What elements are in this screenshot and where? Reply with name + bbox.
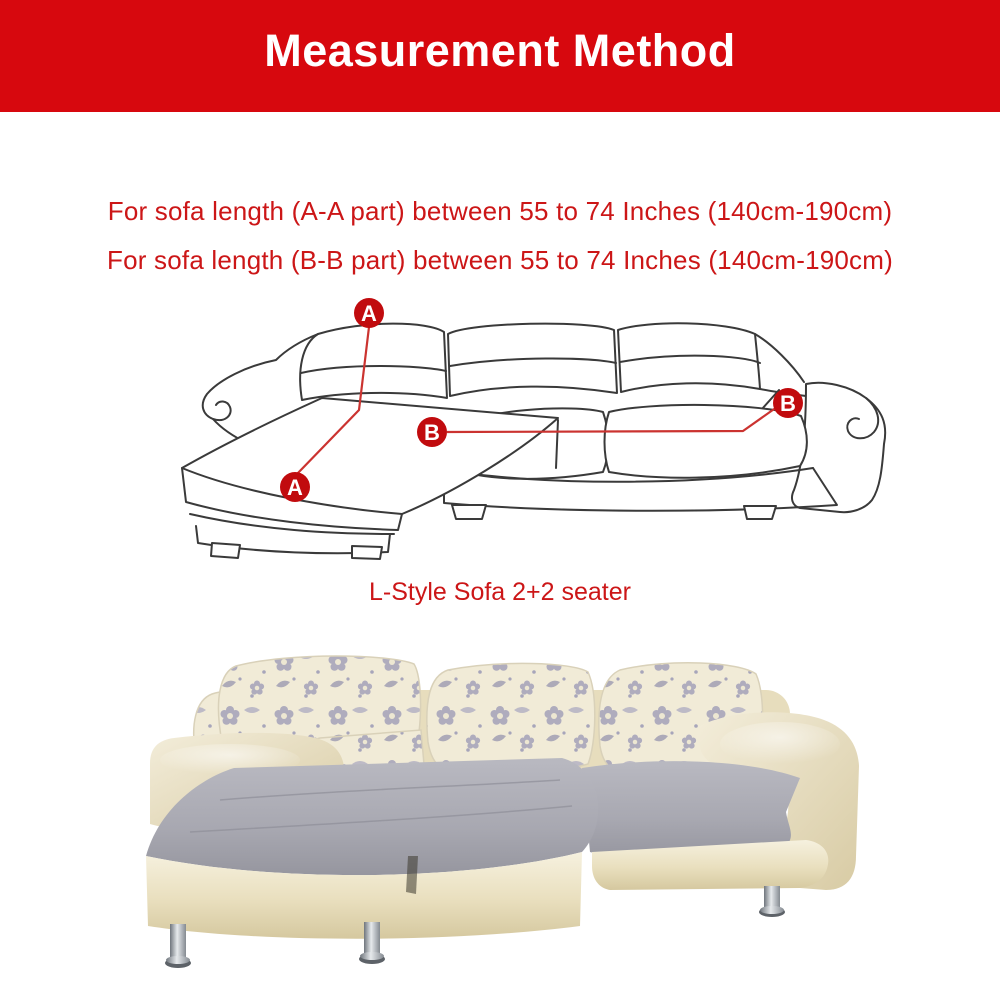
marker-b-right <box>773 388 803 418</box>
marker-a-top <box>354 298 384 328</box>
spec-line-aa: For sofa length (A-A part) between 55 to 74 Inches (140cm-190cm) <box>107 196 893 226</box>
page-title: Measurement Method <box>264 25 736 76</box>
floral-pillow-middle <box>427 663 595 775</box>
marker-b-right-label: B <box>780 391 796 416</box>
marker-a-bottom <box>280 472 310 502</box>
banner <box>0 0 1000 112</box>
sofa-line-drawing <box>0 288 1000 576</box>
marker-b-left <box>417 417 447 447</box>
marker-a-bottom-label: A <box>287 475 303 500</box>
marker-b-left-label: B <box>424 420 440 445</box>
diagram-caption: L-Style Sofa 2+2 seater <box>369 578 631 606</box>
photo-leg-right <box>759 886 785 917</box>
marker-a-top-label: A <box>361 301 377 326</box>
sofa-photo <box>0 648 1000 1000</box>
spec-line-bb: For sofa length (B-B part) between 55 to 74 Inches (140cm-190cm) <box>107 245 893 275</box>
photo-chaise <box>146 758 598 968</box>
